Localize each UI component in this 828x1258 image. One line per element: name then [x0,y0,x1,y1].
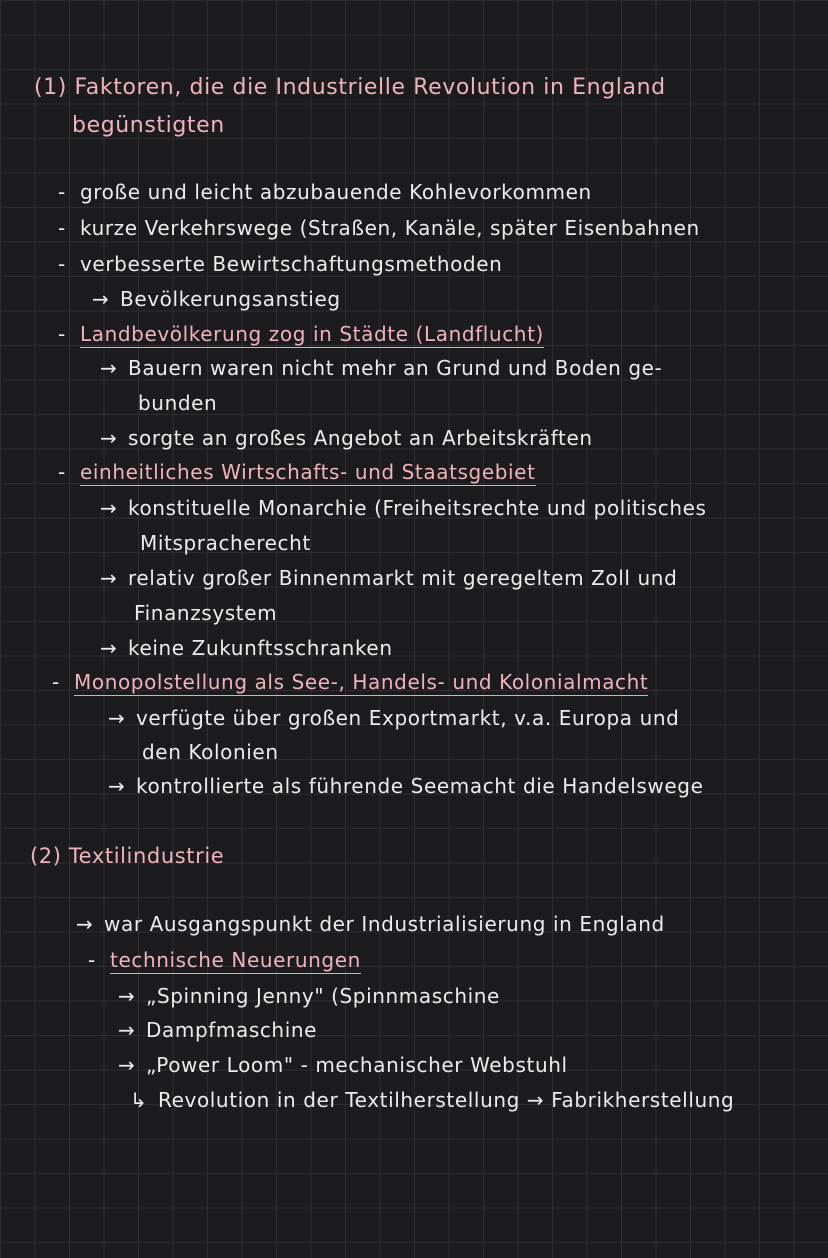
underlined-heading: Monopolstellung als See-, Handels- und Kolonialmacht [74,670,649,694]
list-item [58,180,592,204]
sub-list-item-text: Bevölkerungsanstieg [120,287,341,311]
arrow-icon: → [100,636,118,660]
sub-list-item-continuation: Mitspracherecht [140,531,311,555]
sub-list-item-text: sorgte an großes Angebot an Arbeitskräften [128,426,593,450]
sub-list-item-text: keine Zukunftsschranken [128,636,393,660]
underlined-heading: einheitliches Wirtschafts- und Staatsgebiet [80,460,536,484]
sub-list-item [100,356,662,380]
sub-list-item-text: kontrollierte als führende Seemacht die Handelswege [136,774,704,798]
underlined-heading: technische Neuerungen [110,948,361,972]
list-item-text: große und leicht abzubauende Kohlevorkommen [80,180,592,204]
intro-text: war Ausgangspunkt der Industrialisierung in England [104,912,665,936]
sub-list-item-text: konstituelle Monarchie (Freiheitsrechte und politisches [128,496,707,520]
arrow-icon: → [100,356,118,380]
dash-bullet: - [52,670,60,694]
arrow-icon: → [118,1018,136,1042]
sub-list-item [100,566,677,590]
sub-list-item-text: Dampfmaschine [146,1018,318,1042]
sub-list-item-text: „Spinning Jenny" (Spinnmaschine [146,984,500,1008]
underlined-heading: Landbevölkerung zog in Städte (Landflucht) [80,322,544,346]
sub-list-item-continuation: Finanzsystem [134,601,278,625]
sub-list-item [118,1053,568,1077]
list-item [58,252,502,276]
arrow-icon: → [100,496,118,520]
section2-heading: (2) Textilindustrie [30,844,225,868]
sub-list-item [100,496,707,520]
arrow-icon: → [92,287,110,311]
list-item [52,670,648,694]
sub-list-item-text: Revolution in der Textilherstellung → Fabrikherstellung [158,1088,735,1112]
sub-list-item-text: verfügte über großen Exportmarkt, v.a. Europa und [136,706,680,730]
sub-list-item [108,774,703,798]
dash-bullet: - [58,460,66,484]
section1-heading-line2: begünstigten [72,113,225,138]
arrow-icon: → [108,774,126,798]
dash-bullet: - [58,252,66,276]
arrow-icon: → [100,566,118,590]
sub-list-item [100,636,393,660]
arrow-icon: → [118,984,136,1008]
list-item-text: kurze Verkehrswege (Straßen, Kanäle, später Eisenbahnen [80,216,700,240]
list-item-text: verbesserte Bewirtschaftungsmethoden [80,252,503,276]
sub-list-item [118,984,500,1008]
dash-bullet: - [58,216,66,240]
dash-bullet: - [88,948,96,972]
sub-list-item [100,426,593,450]
arrow-icon: → [108,706,126,730]
sub-list-item [92,287,341,311]
list-item [58,460,536,484]
arrow-icon: → [100,426,118,450]
intro-line [76,912,665,936]
sub-list-item [130,1088,734,1112]
list-item [88,948,361,972]
arrow-icon: → [76,912,94,936]
sub-list-item [108,706,679,730]
dash-bullet: - [58,322,66,346]
arrow-icon: → [118,1053,136,1077]
section1-heading-line1: (1) Faktoren, die die Industrielle Revolution in England [34,75,666,100]
sub-list-item-continuation: den Kolonien [142,740,279,764]
list-item [58,216,700,240]
dash-bullet: - [58,180,66,204]
list-item [58,322,544,346]
sub-list-item-continuation: bunden [138,391,218,415]
sub-list-item-text: „Power Loom" - mechanischer Webstuhl [146,1053,568,1077]
sub-list-item [118,1018,317,1042]
sub-list-item-text: relativ großer Binnenmarkt mit geregeltem Zoll und [128,566,678,590]
hook-arrow-icon: ↳ [130,1088,148,1112]
sub-list-item-text: Bauern waren nicht mehr an Grund und Boden ge- [128,356,663,380]
